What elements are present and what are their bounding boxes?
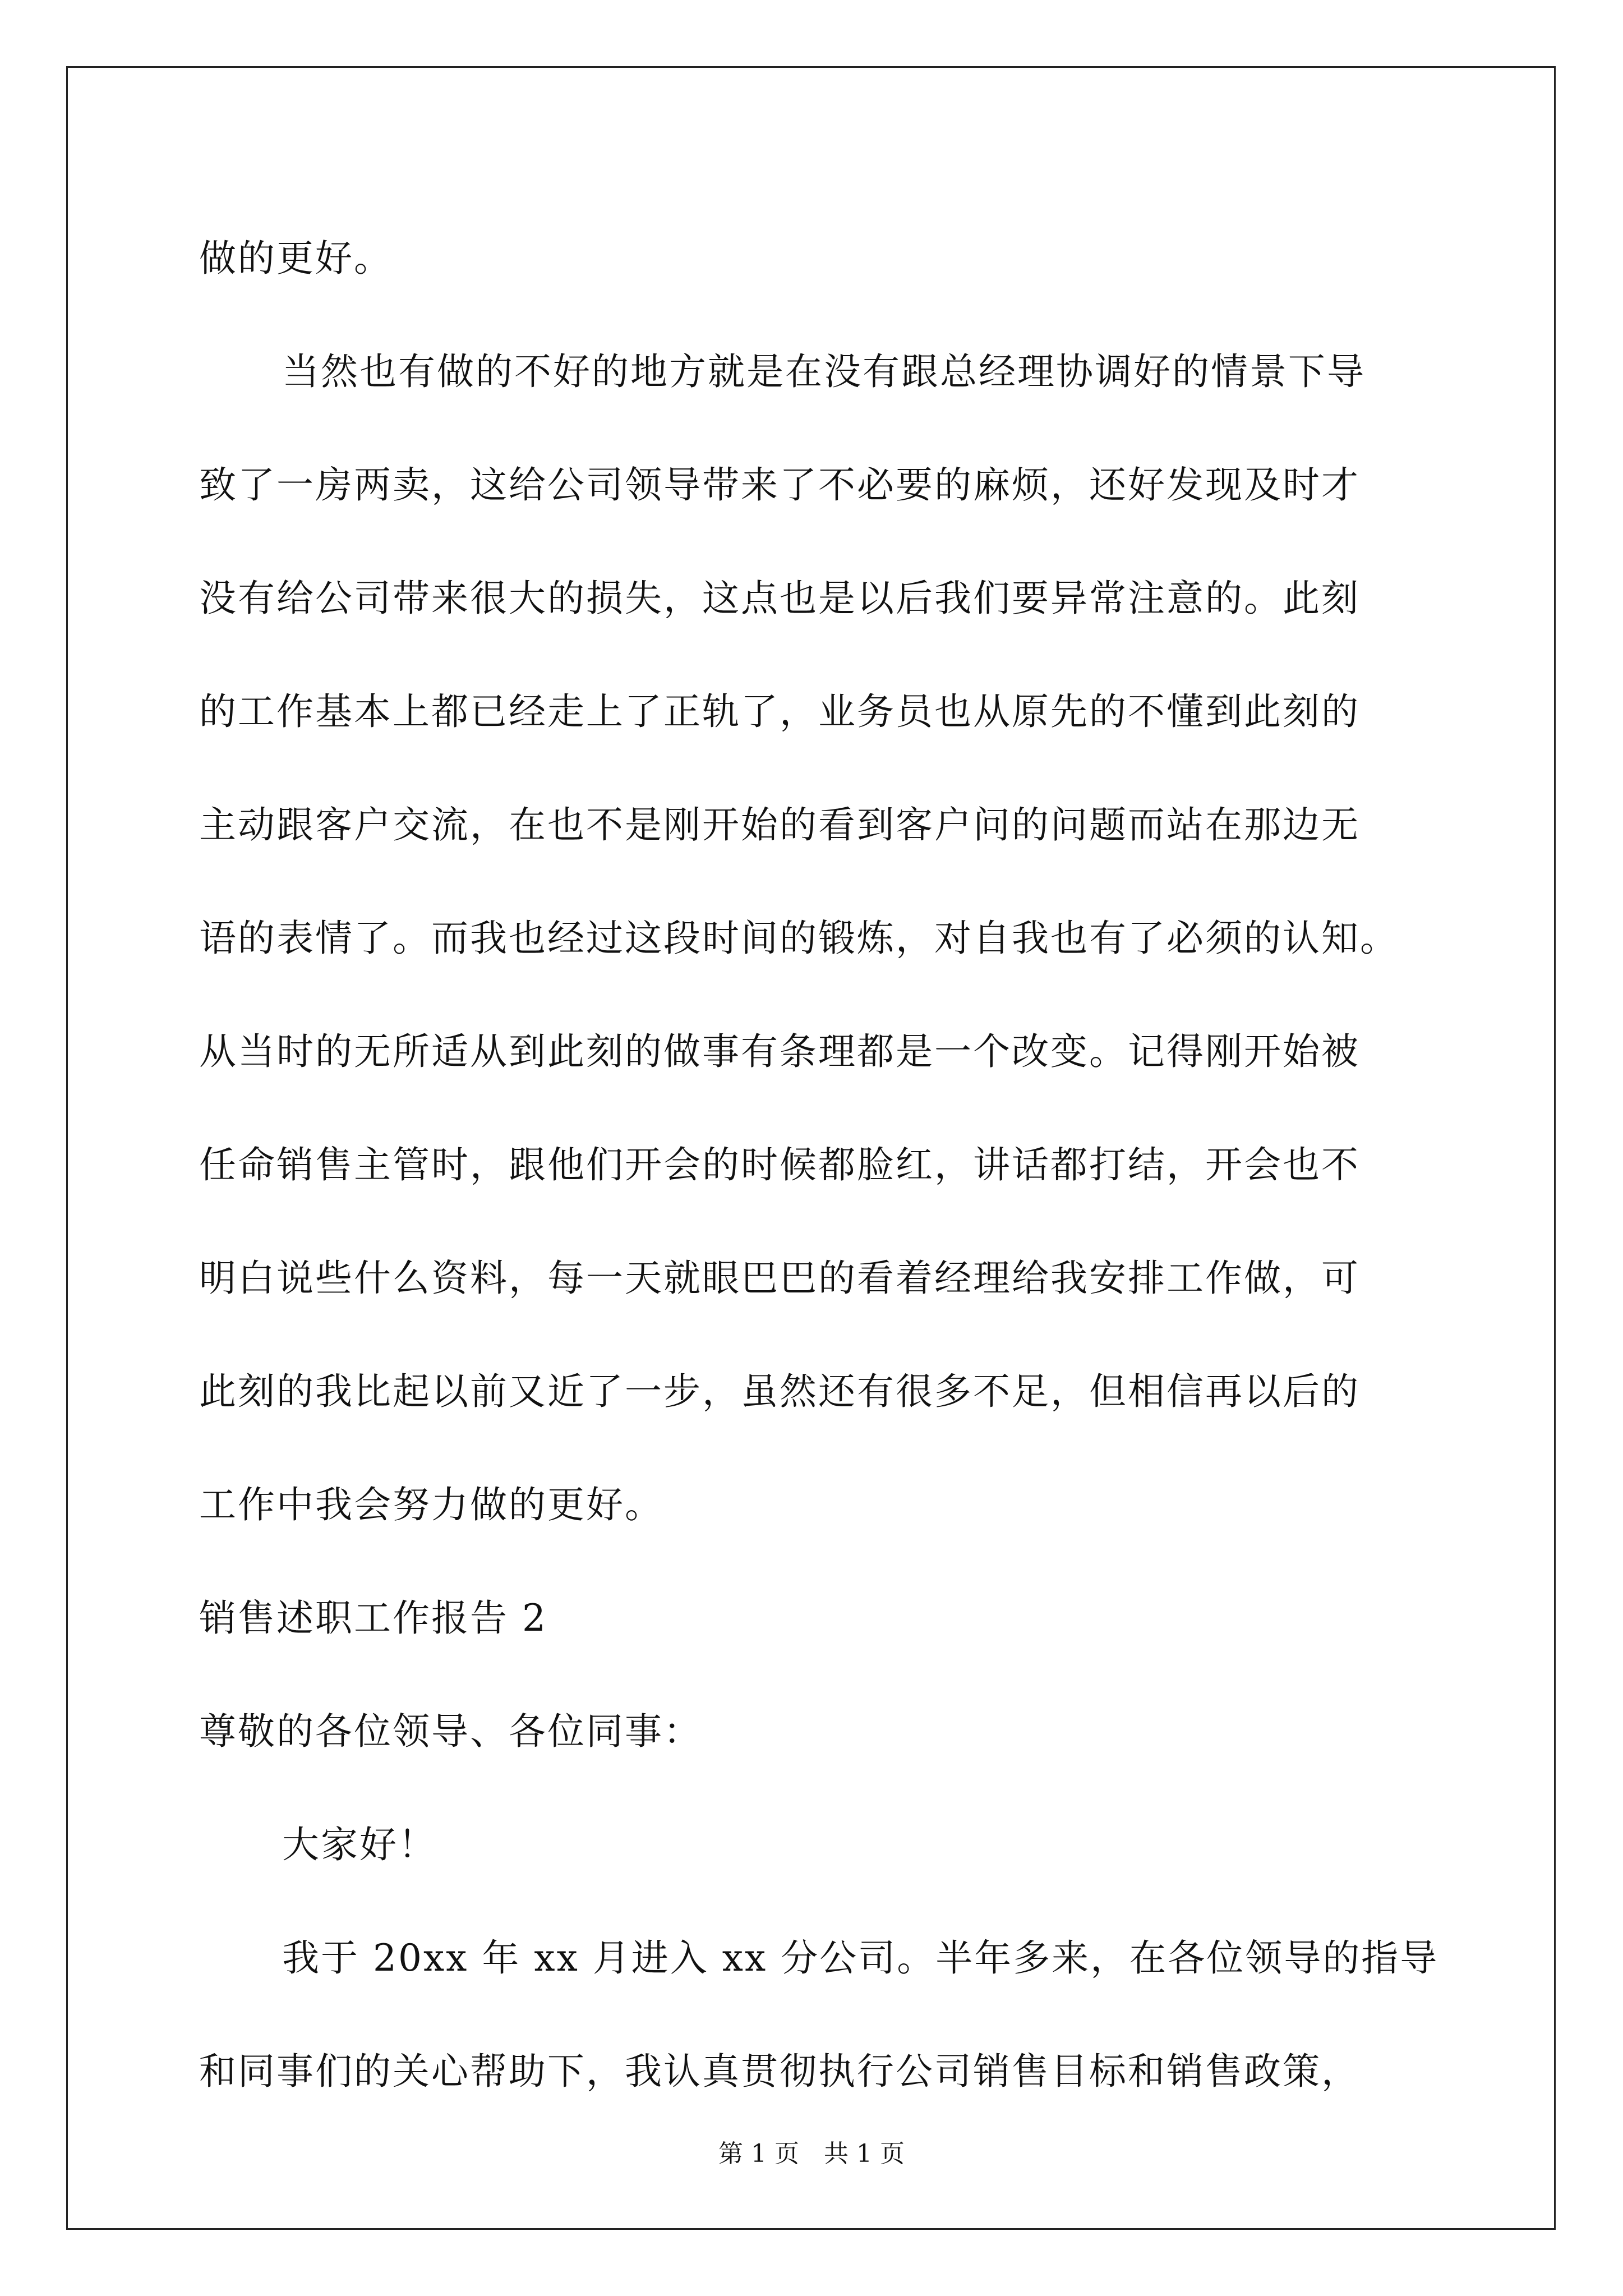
page-number: 第 1 页 [718,2139,799,2168]
text-line: 语的表情了。而我也经过这段时间的锻炼，对自我也有了必须的认知。 [199,917,1399,960]
text-line: 致了一房两卖，这给公司领导带来了不必要的麻烦，还好发现及时才 [199,463,1360,507]
page-total: 共 1 页 [824,2139,905,2168]
text-line: 做的更好。 [199,237,393,280]
greeting: 大家好！ [282,1823,437,1866]
text-line: 没有给公司带来很大的损失，这点也是以后我们要异常注意的。此刻 [199,577,1360,620]
text-line: 工作中我会努力做的更好。 [199,1483,663,1526]
text-line: 此刻的我比起以前又近了一步，虽然还有很多不足，但相信再以后的 [199,1370,1360,1413]
page-footer [0,2137,1623,2171]
text-line: 明白说些什么资料，每一天就眼巴巴的看着经理给我安排工作做，可 [199,1257,1360,1300]
text-line: 主动跟客户交流，在也不是刚开始的看到客户问的问题而站在那边无 [199,803,1360,846]
document-body [199,202,1439,2128]
text-line: 任命销售主管时，跟他们开会的时候都脸红，讲话都打结，开会也不 [199,1143,1360,1186]
paragraph-start: 我于 20xx 年 xx 月进入 xx 分公司。半年多来，在各位领导的指导 [282,1936,1439,1980]
text-line: 和同事们的关心帮助下，我认真贯彻执行公司销售目标和销售政策， [199,2050,1360,2093]
text-line: 的工作基本上都已经走上了正轨了，业务员也从原先的不懂到此刻的 [199,690,1360,733]
paragraph-start: 当然也有做的不好的地方就是在没有跟总经理协调好的情景下导 [282,350,1366,393]
text-line: 从当时的无所适从到此刻的做事有条理都是一个改变。记得刚开始被 [199,1030,1360,1073]
section-heading: 销售述职工作报告 2 [199,1596,547,1640]
salutation: 尊敬的各位领导、各位同事： [199,1710,702,1753]
